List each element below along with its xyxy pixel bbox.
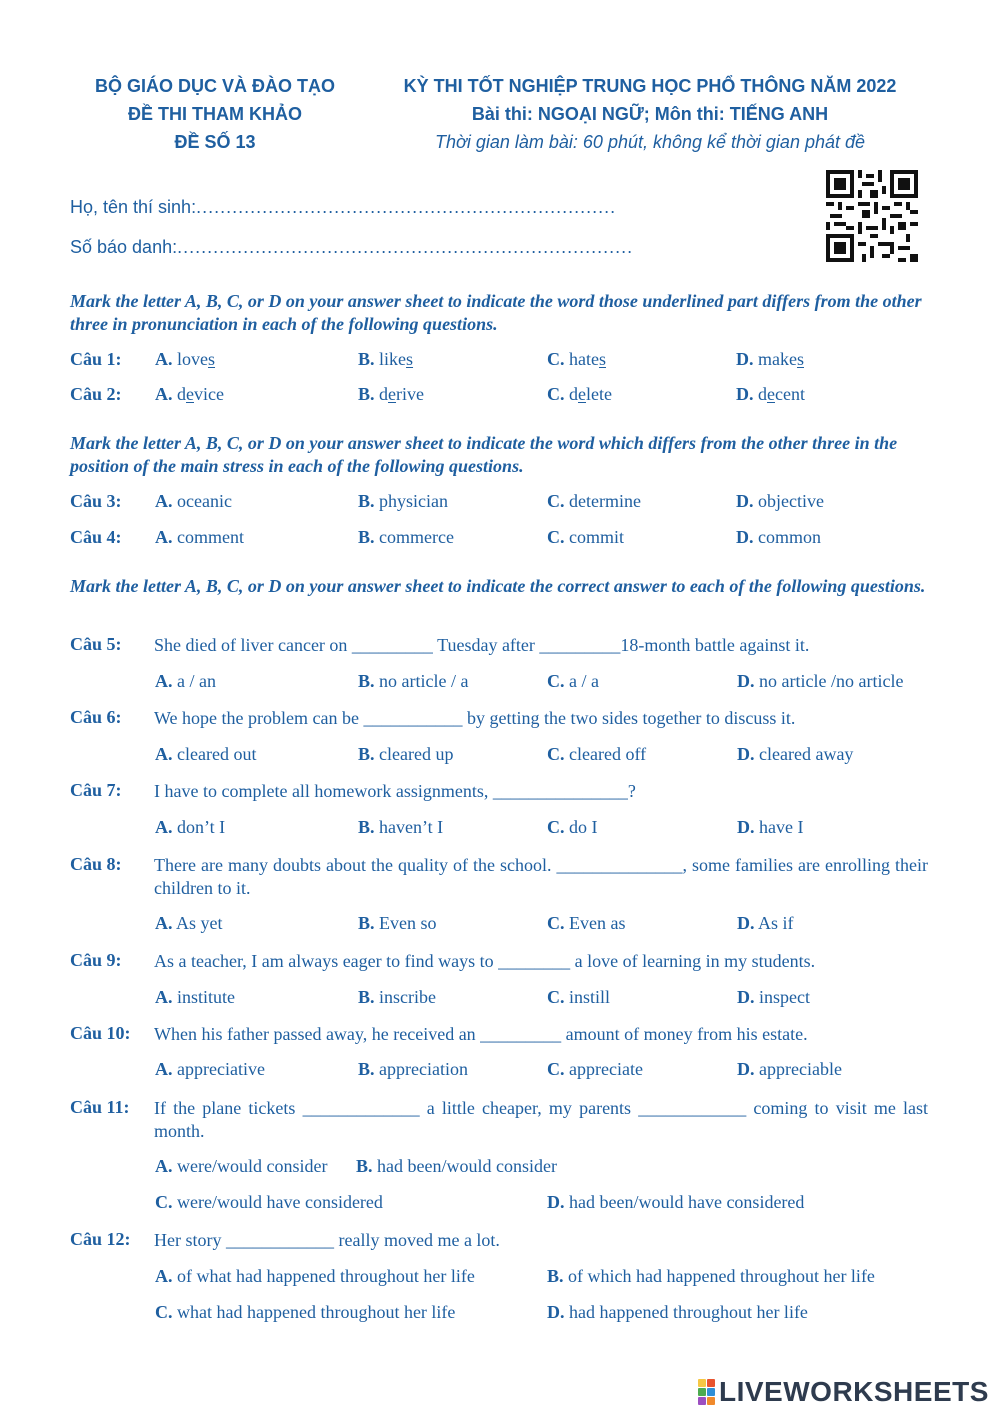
q6-option-d[interactable]: D. cleared away [737,744,854,764]
liveworksheets-logo-text: LIVEWORKSHEETS [719,1376,989,1407]
q12-option-b[interactable]: B. of which had happened throughout her life [547,1266,875,1286]
q5-option-a[interactable]: A. a / an [155,671,216,691]
q12-option-a[interactable]: A. of what had happened throughout her life [155,1266,475,1286]
exam-title: KỲ THI TỐT NGHIỆP TRUNG HỌC PHỔ THÔNG NĂM 2022 [403,76,897,96]
q5-option-b[interactable]: B. no article / a [358,671,469,691]
question-10-number: Câu 10: [70,1023,131,1043]
instruction-correct-answer: Mark the letter A, B, C, or D on your answer sheet to indicate the correct answer to each of the following questions. [70,576,926,596]
q1-option-b[interactable]: B. likes [358,349,414,369]
question-6-number: Câu 6: [70,707,122,727]
q3-option-a[interactable]: A. oceanic [155,491,232,511]
q6-option-c[interactable]: C. cleared off [547,744,647,764]
q6-option-a[interactable]: A. cleared out [155,744,257,764]
id-label: Số báo danh: [70,237,178,257]
ministry-name: BỘ GIÁO DỤC VÀ ĐÀO TẠO [94,76,335,96]
instruction-stress: Mark the letter A, B, C, or D on your answer sheet to indicate the word which differs from the other three in the position of the main stress in each of the following questions. [70,433,898,476]
q9-option-b[interactable]: B. inscribe [358,987,436,1007]
question-6-text: We hope the problem can be ___________ by getting the two sides together to discuss it. [154,708,796,728]
q8-option-a[interactable]: A. As yet [155,913,223,933]
q12-option-d[interactable]: D. had happened throughout her life [547,1302,808,1322]
question-12-text: Her story ____________ really moved me a lot. [154,1230,500,1250]
q11-option-c[interactable]: C. were/would have considered [155,1192,383,1212]
question-10-text: When his father passed away, he received an _________ amount of money from his estate. [154,1024,808,1044]
q2-option-d[interactable]: D. decent [736,384,805,404]
liveworksheets-logo-icon [698,1379,715,1405]
question-7-text: I have to complete all homework assignments, _______________? [154,781,636,801]
q2-option-b[interactable]: B. derive [358,384,424,404]
q4-option-c[interactable]: C. commit [547,527,624,547]
question-8-number: Câu 8: [70,854,122,874]
q3-option-b[interactable]: B. physician [358,491,449,511]
question-4-number: Câu 4: [70,527,122,547]
name-label: Họ, tên thí sinh: [70,197,197,217]
exam-type: ĐỀ THI THAM KHẢO [128,104,302,124]
question-5-number: Câu 5: [70,634,122,654]
question-8-text: There are many doubts about the quality of the school. ______________, some families are enrolling their children to it. [154,855,928,898]
q11-option-b[interactable]: B. had been/would consider [356,1156,557,1176]
q11-option-d[interactable]: D. had been/would have considered [547,1192,805,1212]
liveworksheets-logo[interactable] [698,1376,989,1408]
question-2-number: Câu 2: [70,384,122,404]
q4-option-b[interactable]: B. commerce [358,527,454,547]
q8-option-c[interactable]: C. Even as [547,913,626,933]
q9-option-c[interactable]: C. instill [547,987,611,1007]
q2-option-a[interactable]: A. device [155,384,224,404]
q10-option-a[interactable]: A. appreciative [155,1059,265,1079]
exam-time: Thời gian làm bài: 60 phút, không kể thời gian phát đề [434,132,866,152]
exam-number: ĐỀ SỐ 13 [174,132,256,152]
question-1-number: Câu 1: [70,349,122,369]
question-3-number: Câu 3: [70,491,122,511]
q6-option-b[interactable]: B. cleared up [358,744,454,764]
question-11-text: If the plane tickets _____________ a little cheaper, my parents ____________ coming to visit me last month. [154,1098,928,1141]
instruction-pronunciation: Mark the letter A, B, C, or D on your answer sheet to indicate the word those underlined part differs from the other three in pronunciation in each of the following questions. [70,291,922,334]
id-field[interactable] [70,237,633,258]
id-dots: ............................................................................ [177,237,634,257]
q3-option-c[interactable]: C. determine [547,491,641,511]
q7-option-b[interactable]: B. haven’t I [358,817,444,837]
q9-option-a[interactable]: A. institute [155,987,235,1007]
name-field[interactable] [70,197,616,218]
q8-option-d[interactable]: D. As if [737,913,794,933]
q1-option-a[interactable]: A. loves [155,349,216,369]
q10-option-c[interactable]: C. appreciate [547,1059,643,1079]
q8-option-b[interactable]: B. Even so [358,913,437,933]
q5-option-d[interactable]: D. no article /no article [737,671,904,691]
q3-option-d[interactable]: D. objective [736,491,824,511]
q4-option-a[interactable]: A. comment [155,527,244,547]
q12-option-c[interactable]: C. what had happened throughout her life [155,1302,456,1322]
q11-option-a[interactable]: A. were/would consider [155,1156,328,1176]
question-9-text: As a teacher, I am always eager to find ways to ________ a love of learning in my students. [154,951,816,971]
question-5-text: She died of liver cancer on _________ Tuesday after _________18-month battle against it. [154,635,810,655]
q1-option-c[interactable]: C. hates [547,349,606,369]
q7-option-a[interactable]: A. don’t I [155,817,226,837]
q1-option-d[interactable]: D. makes [736,349,804,369]
question-7-number: Câu 7: [70,780,122,800]
q7-option-c[interactable]: C. do I [547,817,598,837]
question-9-number: Câu 9: [70,950,122,970]
question-11-number: Câu 11: [70,1097,130,1117]
q10-option-b[interactable]: B. appreciation [358,1059,468,1079]
qr-code-icon [826,170,918,262]
q10-option-d[interactable]: D. appreciable [737,1059,842,1079]
exam-subject: Bài thi: NGOẠI NGỮ; Môn thi: TIẾNG ANH [471,104,829,124]
q7-option-d[interactable]: D. have I [737,817,804,837]
q9-option-d[interactable]: D. inspect [737,987,810,1007]
q2-option-c[interactable]: C. delete [547,384,612,404]
q5-option-c[interactable]: C. a / a [547,671,599,691]
q4-option-d[interactable]: D. common [736,527,821,547]
name-dots: ...................................................................... [196,197,617,217]
question-12-number: Câu 12: [70,1229,131,1249]
